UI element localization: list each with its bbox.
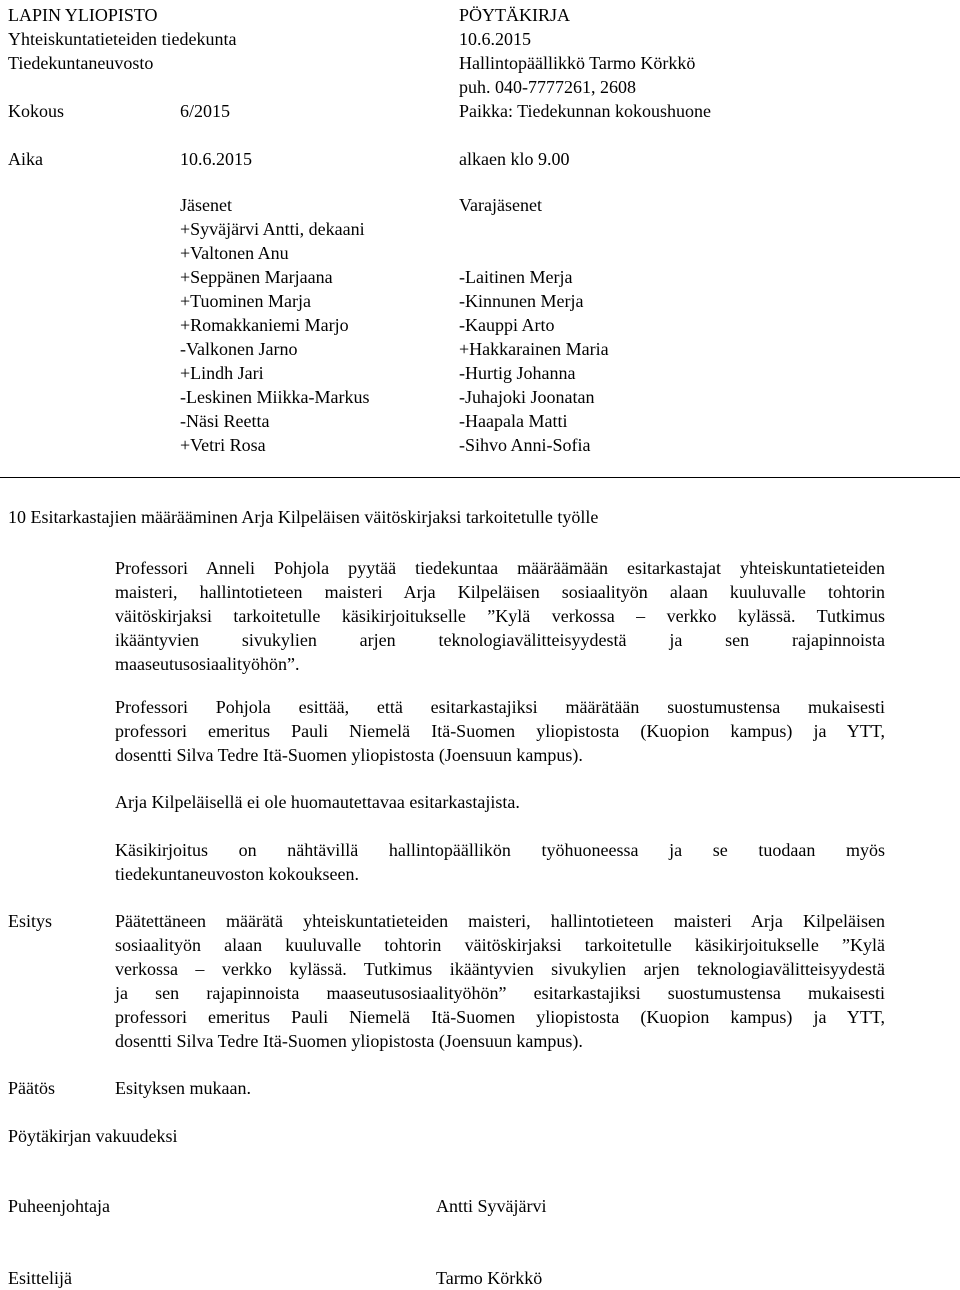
paragraph-line: ikääntyvien sivukylien arjen teknologiavälitteisyydestä ja sen rajapinnoista — [115, 630, 885, 650]
paragraph-line: Professori Anneli Pohjola pyytää tiedekuntaa määräämään esitarkastajat yhteiskuntatieteiden — [115, 558, 885, 578]
meeting-place: Paikka: Tiedekunnan kokoushuone — [459, 101, 711, 121]
members-list — [180, 217, 369, 457]
member-item: -Leskinen Miikka-Markus — [180, 387, 370, 407]
member-item: +Valtonen Anu — [180, 243, 289, 263]
certification-text: Pöytäkirjan vakuudeksi — [8, 1126, 178, 1146]
faculty-name: Yhteiskuntatieteiden tiedekunta — [8, 29, 237, 49]
deputy-item: -Laitinen Merja — [459, 267, 573, 287]
paragraph-line: sosiaalityön alaan kuuluvalle tohtorin väitöskirjaksi tarkoitetulle käsikirjoitukselle ”Kylä — [115, 935, 885, 955]
paragraph-manuscript — [115, 838, 885, 886]
deputy-item: -Kinnunen Merja — [459, 291, 584, 311]
presenter-name: Tarmo Körkkö — [436, 1268, 543, 1288]
member-item: +Romakkaniemi Marjo — [180, 315, 349, 335]
meeting-label: Kokous — [8, 101, 65, 121]
university-name: LAPIN YLIOPISTO — [8, 5, 158, 25]
member-item: -Valkonen Jarno — [180, 339, 298, 359]
paragraph-line: dosentti Silva Tedre Itä-Suomen yliopistosta (Joensuun kampus). — [115, 745, 583, 765]
paragraph-line: professori emeritus Pauli Niemelä Itä-Suomen yliopistosta (Kuopion kampus) ja YTT, — [115, 721, 885, 741]
deputy-item — [459, 241, 609, 265]
paragraph-line: maaseutusosiaalityöhön”. — [115, 654, 300, 674]
proposal-label: Esitys — [8, 911, 53, 931]
paragraph-line: professori emeritus Pauli Niemelä Itä-Suomen yliopistosta (Kuopion kampus) ja YTT, — [115, 1007, 885, 1027]
paragraph-suggestion — [115, 695, 885, 767]
time-label: Aika — [8, 149, 43, 169]
paragraph-line: verkossa – verkko kylässä. Tutkimus ikääntyvien sivukylien arjen teknologiavälitteisyydestä — [115, 959, 885, 979]
paragraph-line: Käsikirjoitus on nähtävillä hallintopäällikön työhuoneessa ja se tuodaan myös — [115, 840, 885, 860]
member-item: +Tuominen Marja — [180, 291, 311, 311]
decision-text: Esityksen mukaan. — [115, 1078, 251, 1098]
deputy-item: -Sihvo Anni-Sofia — [459, 435, 591, 455]
deputy-item: -Haapala Matti — [459, 411, 568, 431]
deputy-item — [459, 217, 609, 241]
decision-label: Päätös — [8, 1078, 55, 1098]
meeting-date: 10.6.2015 — [180, 149, 252, 169]
deputy-item: -Kauppi Arto — [459, 315, 555, 335]
paragraph-line: Päätettäneen määrätä yhteiskuntatieteiden maisteri, hallintotieteen maisteri Arja Kilpeläisen — [115, 911, 885, 931]
contact-name: Hallintopäällikkö Tarmo Körkkö — [459, 53, 696, 73]
paragraph-line: tiedekuntaneuvoston kokoukseen. — [115, 864, 359, 884]
deputy-item: -Juhajoki Joonatan — [459, 387, 595, 407]
agenda-item-heading: 10 Esitarkastajien määrääminen Arja Kilpeläisen väitöskirjaksi tarkoitetulle työlle — [8, 507, 599, 527]
members-title: Jäsenet — [180, 195, 232, 215]
member-item: -Näsi Reetta — [180, 411, 270, 431]
document-date: 10.6.2015 — [459, 29, 531, 49]
meeting-number: 6/2015 — [180, 101, 231, 121]
deputy-item: -Hurtig Johanna — [459, 363, 576, 383]
meeting-start-time: alkaen klo 9.00 — [459, 149, 570, 169]
member-item: +Lindh Jari — [180, 363, 264, 383]
council-name: Tiedekuntaneuvosto — [8, 53, 154, 73]
paragraph-line: Arja Kilpeläisellä ei ole huomautettavaa esitarkastajista. — [115, 792, 520, 812]
deputies-list — [459, 217, 609, 457]
member-item: +Vetri Rosa — [180, 435, 266, 455]
paragraph-line: dosentti Silva Tedre Itä-Suomen yliopistosta (Joensuun kampus). — [115, 1031, 583, 1051]
paragraph-line: väitöskirjaksi tarkoitetulle käsikirjoitukselle ”Kylä verkossa – verkko kylässä. Tutkimus — [115, 606, 885, 626]
member-item: +Seppänen Marjaana — [180, 267, 333, 287]
deputy-item: +Hakkarainen Maria — [459, 339, 609, 359]
document-type: PÖYTÄKIRJA — [459, 5, 571, 25]
deputies-title: Varajäsenet — [459, 195, 542, 215]
proposal-text — [115, 909, 885, 1053]
paragraph-no-remarks — [115, 790, 885, 814]
member-item: +Syväjärvi Antti, dekaani — [180, 219, 365, 239]
section-divider — [0, 477, 960, 478]
paragraph-request — [115, 556, 885, 676]
paragraph-line: ja sen rajapinnoista maaseutusosiaalityöhön” esitarkastajiksi suostumustensa mukaisesti — [115, 983, 885, 1003]
contact-phone: puh. 040-7777261, 2608 — [459, 77, 636, 97]
paragraph-line: Professori Pohjola esittää, että esitarkastajiksi määrätään suostumustensa mukaisesti — [115, 697, 885, 717]
presenter-label: Esittelijä — [8, 1268, 72, 1288]
paragraph-line: maisteri, hallintotieteen maisteri Arja Kilpeläisen sosiaalityön alaan kuuluvalle tohtorin — [115, 582, 885, 602]
chair-name: Antti Syväjärvi — [436, 1196, 547, 1216]
chair-label: Puheenjohtaja — [8, 1196, 110, 1216]
